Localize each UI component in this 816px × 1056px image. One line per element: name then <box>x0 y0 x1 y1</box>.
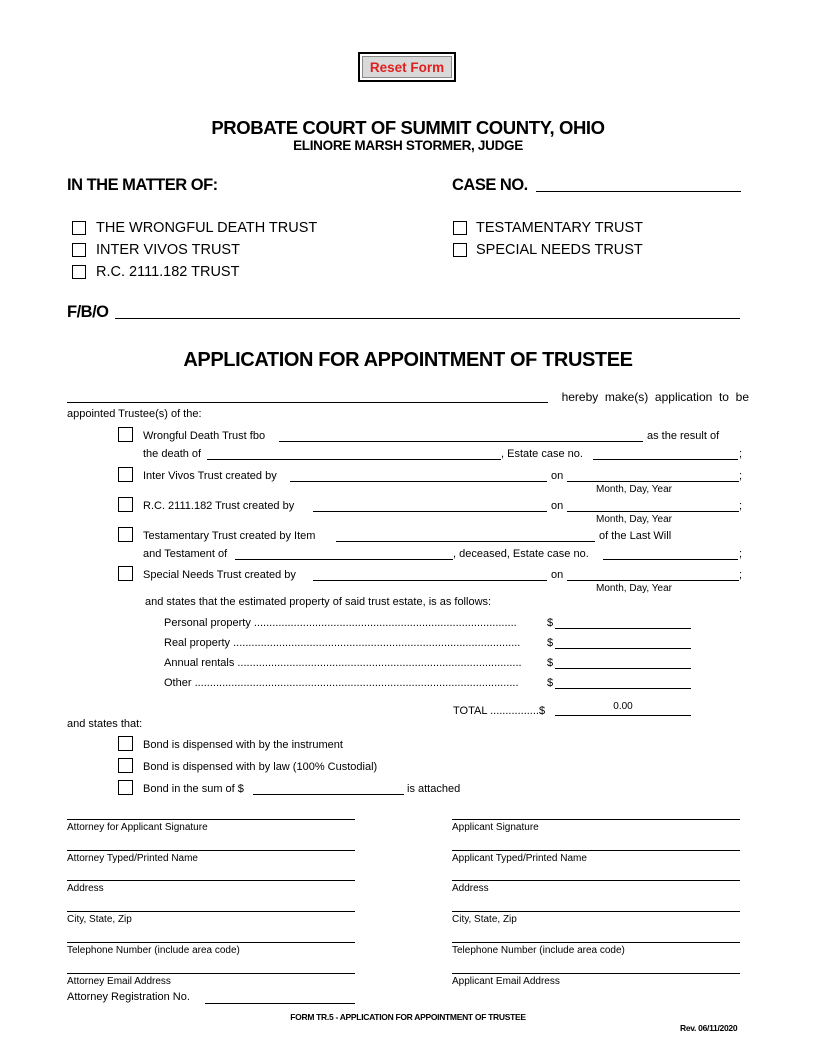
dollar-sign: $ <box>547 677 554 689</box>
testamentary-trust-checkbox[interactable] <box>453 221 467 235</box>
total-label: TOTAL ................$ <box>453 705 546 717</box>
attorney-name-label: Attorney Typed/Printed Name <box>67 853 198 864</box>
app-testamentary-label: Testamentary Trust created by Item <box>143 530 316 542</box>
bond-attached-text: is attached <box>407 783 461 795</box>
applicant-city-line[interactable] <box>452 911 740 912</box>
app-rc-trust-label: R.C. 2111.182 Trust created by <box>143 500 295 512</box>
reset-form-label[interactable]: Reset Form <box>362 56 452 78</box>
wrongful-death-case-input[interactable] <box>593 459 738 460</box>
fbo-label: F/B/O <box>67 303 109 321</box>
bond-sum-input[interactable] <box>253 794 404 795</box>
date-hint: Month, Day, Year <box>596 484 672 495</box>
dollar-sign: $ <box>547 657 554 669</box>
bond-sum-label: Bond in the sum of $ <box>143 783 244 795</box>
testamentary-trust-label: TESTAMENTARY TRUST <box>476 220 644 236</box>
bond-instrument-label: Bond is dispensed with by the instrument <box>143 739 343 751</box>
case-no-label: CASE NO. <box>452 176 528 194</box>
last-will-text: of the Last Will <box>599 530 672 542</box>
attorney-registration-input[interactable] <box>205 1003 355 1004</box>
rc-trust-label: R.C. 2111.182 TRUST <box>96 264 240 280</box>
special-needs-trust-checkbox[interactable] <box>453 243 467 257</box>
applicant-city-label: City, State, Zip <box>452 914 517 925</box>
attorney-name-line[interactable] <box>67 850 355 851</box>
special-needs-creator-input[interactable] <box>313 580 547 581</box>
app-inter-vivos-checkbox[interactable] <box>118 467 133 482</box>
rc-trust-date-input[interactable] <box>567 511 739 512</box>
court-title: PROBATE COURT OF SUMMIT COUNTY, OHIO <box>211 117 605 138</box>
date-hint: Month, Day, Year <box>596 583 672 594</box>
attorney-email-line[interactable] <box>67 973 355 974</box>
attorney-registration-label: Attorney Registration No. <box>67 991 190 1003</box>
rc-trust-checkbox[interactable] <box>72 265 86 279</box>
attorney-signature-label: Attorney for Applicant Signature <box>67 822 208 833</box>
applicant-name-line[interactable] <box>452 850 740 851</box>
app-wrongful-death-label: Wrongful Death Trust fbo <box>143 430 266 442</box>
on-text: on <box>551 500 564 512</box>
dollar-sign: $ <box>547 617 554 629</box>
app-rc-trust-checkbox[interactable] <box>118 497 133 512</box>
bond-law-label: Bond is dispensed with by law (100% Custodial) <box>143 761 378 773</box>
total-value: 0.00 <box>613 701 633 712</box>
date-hint: Month, Day, Year <box>596 514 672 525</box>
attorney-email-label: Attorney Email Address <box>67 976 171 987</box>
reset-form-button[interactable] <box>358 52 456 82</box>
applicant-email-label: Applicant Email Address <box>452 976 560 987</box>
applicant-phone-label: Telephone Number (include area code) <box>452 945 625 956</box>
applicant-email-line[interactable] <box>452 973 740 974</box>
real-property-input[interactable] <box>555 648 691 649</box>
wrongful-death-trust-label: THE WRONGFUL DEATH TRUST <box>96 220 318 236</box>
testamentary-item-input[interactable] <box>336 541 595 542</box>
semicolon: ; <box>739 548 743 560</box>
applicant-name-label: Applicant Typed/Printed Name <box>452 853 587 864</box>
inter-vivos-trust-checkbox[interactable] <box>72 243 86 257</box>
on-text: on <box>551 470 564 482</box>
applicant-address-line[interactable] <box>452 880 740 881</box>
app-wrongful-death-checkbox[interactable] <box>118 427 133 442</box>
personal-property-label: Personal property ...................................................................................... <box>164 617 517 629</box>
inter-vivos-date-input[interactable] <box>567 481 739 482</box>
semicolon: ; <box>739 500 743 512</box>
inter-vivos-creator-input[interactable] <box>290 481 547 482</box>
testator-name-input[interactable] <box>235 559 453 560</box>
wrongful-death-fbo-input[interactable] <box>279 441 643 442</box>
annual-rentals-input[interactable] <box>555 668 691 669</box>
applicant-address-label: Address <box>452 883 489 894</box>
attorney-address-line[interactable] <box>67 880 355 881</box>
revision-date: Rev. 06/11/2020 <box>680 1023 738 1033</box>
personal-property-input[interactable] <box>555 628 691 629</box>
estate-case-text: , Estate case no. <box>501 448 583 460</box>
decedent-name-input[interactable] <box>207 459 501 460</box>
attorney-phone-line[interactable] <box>67 942 355 943</box>
form-id: FORM TR.5 - APPLICATION FOR APPOINTMENT OF TRUSTEE <box>290 1012 526 1022</box>
property-intro: and states that the estimated property of said trust estate, is as follows: <box>145 596 492 608</box>
applicant-signature-line[interactable] <box>452 819 740 820</box>
dollar-sign: $ <box>547 637 554 649</box>
bond-sum-checkbox[interactable] <box>118 780 133 795</box>
real-property-label: Real property .............................................................................................. <box>164 637 521 649</box>
other-property-label: Other .......................................................................................................... <box>164 677 519 689</box>
special-needs-date-input[interactable] <box>567 580 739 581</box>
intro-suffix: hereby make(s) application to be <box>561 390 749 404</box>
applicant-signature-label: Applicant Signature <box>452 822 539 833</box>
deceased-text: , deceased, Estate case no. <box>453 548 589 560</box>
bond-instrument-checkbox[interactable] <box>118 736 133 751</box>
annual-rentals-label: Annual rentals ............................................................................................. <box>164 657 522 669</box>
special-needs-trust-label: SPECIAL NEEDS TRUST <box>476 242 643 258</box>
semicolon: ; <box>739 569 743 581</box>
attorney-signature-line[interactable] <box>67 819 355 820</box>
attorney-phone-label: Telephone Number (include area code) <box>67 945 240 956</box>
bond-law-checkbox[interactable] <box>118 758 133 773</box>
wrongful-death-trust-checkbox[interactable] <box>72 221 86 235</box>
testamentary-case-input[interactable] <box>603 559 738 560</box>
bond-intro: and states that: <box>67 718 143 730</box>
judge-name: ELINORE MARSH STORMER, JUDGE <box>293 138 523 153</box>
matter-label: IN THE MATTER OF: <box>67 176 218 194</box>
attorney-city-label: City, State, Zip <box>67 914 132 925</box>
fbo-input[interactable] <box>115 318 740 319</box>
semicolon: ; <box>739 448 743 460</box>
applicant-phone-line[interactable] <box>452 942 740 943</box>
applicant-names-input[interactable] <box>67 402 548 403</box>
other-property-input[interactable] <box>555 688 691 689</box>
app-testamentary-checkbox[interactable] <box>118 527 133 542</box>
rc-trust-creator-input[interactable] <box>313 511 547 512</box>
form-title: APPLICATION FOR APPOINTMENT OF TRUSTEE <box>183 349 633 371</box>
semicolon: ; <box>739 470 743 482</box>
inter-vivos-trust-label: INTER VIVOS TRUST <box>96 242 240 258</box>
app-special-needs-label: Special Needs Trust created by <box>143 569 296 581</box>
attorney-city-line[interactable] <box>67 911 355 912</box>
app-inter-vivos-label: Inter Vivos Trust created by <box>143 470 277 482</box>
app-special-needs-checkbox[interactable] <box>118 566 133 581</box>
total-input[interactable] <box>555 715 691 716</box>
case-no-input[interactable] <box>536 191 741 192</box>
attorney-address-label: Address <box>67 883 104 894</box>
intro-line2: appointed Trustee(s) of the: <box>67 408 202 420</box>
and-testament-text: and Testament of <box>143 548 228 560</box>
death-of-text: the death of <box>143 448 202 460</box>
on-text: on <box>551 569 564 581</box>
as-result-of-text: as the result of <box>647 430 720 442</box>
